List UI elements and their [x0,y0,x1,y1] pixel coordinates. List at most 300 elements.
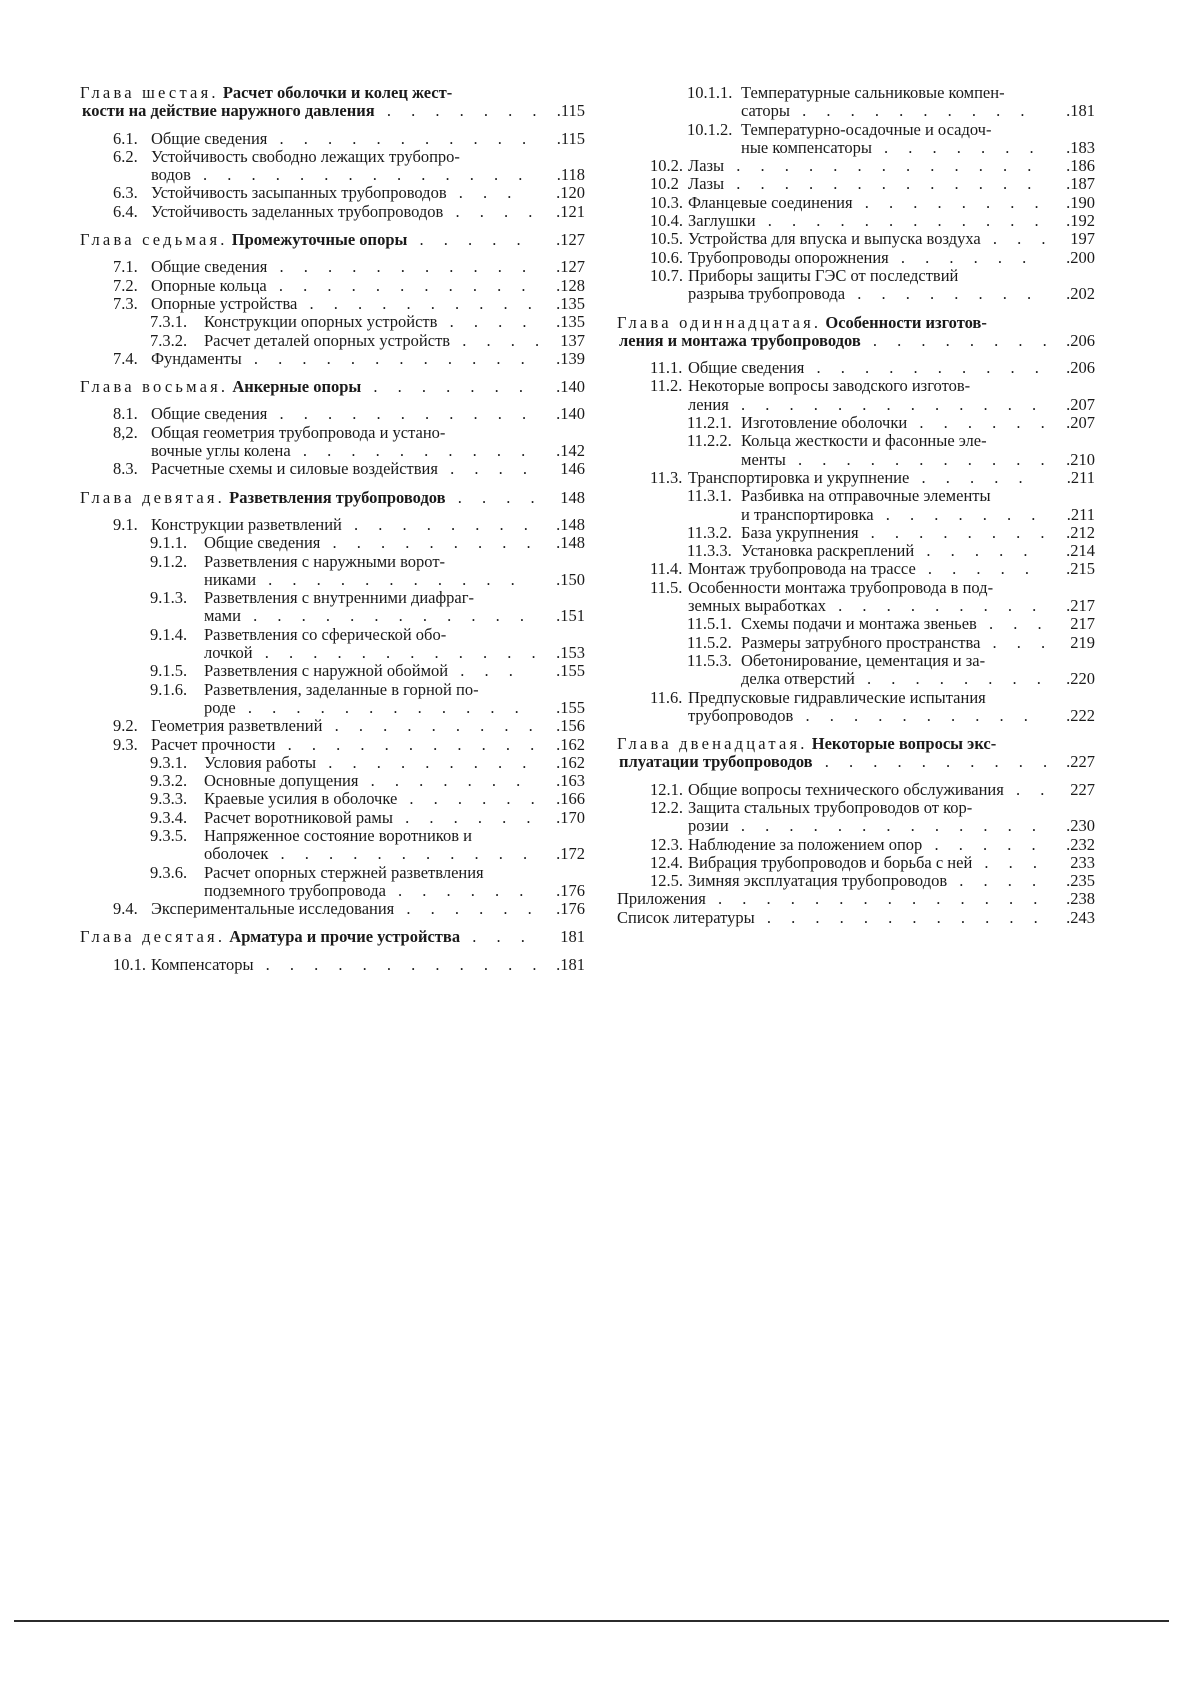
dot-leader: . . . . . . . [361,377,532,397]
entry-title-line: Условия работы . . . . . . . . . [204,752,535,772]
entry-title-line: Расчет воротниковой рамы . . . . . . [204,807,539,827]
entry-number: 10.6. [650,247,683,267]
entry-title-line: Устойчивость заделанных трубопроводов . . . . [151,201,541,221]
entry-number: 7.4. [113,348,138,368]
toc-entry [80,130,585,148]
entry-title [204,313,534,331]
entry-number: 8.3. [113,459,138,479]
toc-entry [80,277,585,295]
dot-leader: . . . . . . [392,807,539,827]
entry-title-line: Установка раскреплений . . . . . [741,541,1036,561]
dot-leader: . . . . . . . . . . . [267,404,535,424]
page-number: .190 [1066,192,1095,212]
entry-title-line: вочные углы колена . . . . . . . . . . [151,441,534,461]
entry-title [741,121,1067,158]
entry-title-line: Наблюдение за положением опор . . . . . [688,834,1044,854]
entry-title-line: Изготовление оболочки . . . . . . [741,413,1053,433]
dot-leader: . . . [976,614,1050,634]
toc-chapter-heading [80,231,585,249]
dot-leader: . . . . . . . . . . [812,752,1056,772]
entry-title-line: Приборы защиты ГЭС от последствий [688,265,959,285]
chapter-title: Особенности изготов- [825,312,987,332]
toc-entry [617,542,1095,560]
entry-title-line: Обетонирование, цементация и за- [741,650,986,670]
dot-leader: . . . . . . . . . . . . . [728,816,1044,836]
dot-leader: . . . . . . . . [860,330,1055,350]
dot-leader: . . . . . . . . [852,192,1047,212]
entry-title-line: Геометрия разветвлений . . . . . . . . . [151,716,541,736]
dot-leader: . . . . . [922,834,1044,854]
dot-leader: . . . [972,852,1046,872]
toc-entry [80,295,585,313]
entry-number: 10.3. [650,192,683,212]
entry-title [204,681,534,718]
page-number: .202 [1066,284,1095,304]
dot-leader: . . . . . . . . [845,284,1040,304]
toc-entry [617,854,1095,872]
entry-number: 9.3.4. [150,807,188,827]
page-number: .155 [556,697,585,717]
entry-title-line: разрыва трубопровода . . . . . . . . [688,284,1040,304]
entry-title [688,579,1044,616]
page-number: .142 [556,441,585,461]
chapter-label: Глава одиннадцатая. [617,312,822,332]
entry-title [204,533,539,553]
entry-title [151,899,540,919]
entry-title [151,275,534,295]
entry-number: 11.6. [650,687,683,707]
toc-entry [80,681,585,718]
dot-leader: . . . . . . . [358,771,529,791]
dot-leader: . . . . . . . . . . . [256,569,523,589]
entry-title-line: ления . . . . . . . . . . . . . [688,394,1045,414]
bottom-rule [14,1620,1169,1622]
dot-leader: . . . . . [407,230,529,250]
entry-title [151,716,541,736]
entry-number: 10.2. [650,156,683,176]
chapter-label: Глава двенадцатая. [617,734,808,754]
entry-title [688,799,1044,836]
entry-title [204,330,548,350]
entry-title-line: ные компенсаторы . . . . . . . [741,137,1042,157]
page-number: .176 [556,899,585,919]
entry-number: 10.1. [113,954,146,974]
dot-leader: . . [1003,779,1053,799]
entry-number: 9.3.2. [150,771,188,791]
entry-title [204,662,534,680]
entry-number: 9.1.4. [150,624,188,644]
entry-title-line: водов . . . . . . . . . . . . . . [151,165,531,185]
toc-entry [617,414,1095,432]
dot-leader: . . . . . . [397,789,543,809]
entry-title-line: Общие сведения . . . . . . . . . . . [151,128,535,148]
page-number: .148 [556,533,585,553]
toc-entry [80,956,585,974]
entry-title-line: Конструкции разветвлений . . . . . . . . [151,514,536,534]
entry-title [151,514,536,534]
chapter-title-line [80,927,533,947]
entry-number: 7.3. [113,293,138,313]
dot-leader: . . . . [445,487,543,507]
entry-number: 7.1. [113,257,138,277]
toc-entry [80,350,585,368]
dot-leader: . . . . . . . . . . [297,293,540,313]
entry-number: 6.2. [113,146,138,166]
dot-leader: . . . [980,632,1054,652]
toc-entry [617,267,1095,304]
entry-number: 11.5.2. [687,632,732,652]
toc-entry [617,212,1095,230]
dot-leader: . . . . . . . . . . . . [755,211,1047,231]
chapter-title: Разветвления трубопроводов [229,487,446,507]
entry-number: 12.1. [650,779,683,799]
toc-entry [80,424,585,461]
page-number: .162 [556,734,585,754]
toc-entry [617,890,1095,908]
entry-title-line: Расчет опорных стержней разветвления [204,862,484,882]
toc-entry [617,84,1095,121]
entry-title-line: Монтаж трубопровода на трассе . . . . . [688,559,1038,579]
dot-leader: . . . . [437,312,535,332]
entry-title [204,754,534,772]
page-number: 217 [1070,614,1095,634]
entry-title-line: трубопроводов . . . . . . . . . . [688,705,1036,725]
entry-title-line: Общие сведения . . . . . . . . . [204,533,539,553]
entry-title-line: розии . . . . . . . . . . . . . [688,816,1044,836]
page-number: .156 [556,716,585,736]
toc-entry [617,432,1095,469]
dot-leader: . . . . . . . . . . . . . . [705,889,1046,909]
entry-title [688,358,1047,378]
entry-title [688,211,1047,231]
page-number: .243 [1066,907,1095,927]
page-number: 146 [560,459,585,479]
page-number: .232 [1066,834,1095,854]
entry-title-line: Приложения . . . . . . . . . . . . . . [617,889,1046,909]
dot-leader: . . . . . . . . . . . [275,734,543,754]
dot-leader: . . . . [947,871,1045,891]
toc-entry [617,615,1095,633]
entry-title-line: Опорные устройства . . . . . . . . . . [151,293,540,313]
toc-entry [617,487,1095,524]
entry-title [741,84,1067,121]
entry-title-line: Разветвления с наружной обоймой . . . [204,661,521,681]
entry-title [204,772,534,790]
page-number: .140 [556,404,585,424]
entry-title-line: Предпусковые гидравлические испытания [688,687,986,707]
page-number: 219 [1070,632,1095,652]
chapter-title-line [80,230,529,250]
page-number: .115 [556,101,585,121]
dot-leader: . . . . . . . . . [826,596,1045,616]
entry-title-line: Устойчивость засыпанных трубопроводов . . . [151,183,520,203]
toc-entry [80,332,585,350]
dot-leader: . . . . . . . . . . [790,101,1033,121]
entry-title-line: Температурно-осадочные и осадоч- [741,119,992,139]
dot-leader: . . . . . . . . . . . . [241,348,533,368]
entry-title [688,836,1044,854]
toc-entry [80,662,585,680]
dot-leader: . . . . . [909,467,1031,487]
toc-entry [617,579,1095,616]
toc-entry [80,736,585,754]
entry-number: 10.2 [650,174,679,194]
dot-leader: . . . . . . . . . . . [268,844,536,864]
page-number: .127 [556,257,585,277]
entry-number: 11.3.1. [687,486,732,506]
entry-title-line: Лазы . . . . . . . . . . . . . [688,156,1040,176]
dot-leader: . . . . . . . . . . . . [253,954,545,974]
page-number: .206 [1066,358,1095,378]
entry-title [151,422,534,461]
entry-title-line: Общие сведения . . . . . . . . . . [688,358,1047,378]
entry-title [151,184,523,202]
page-number: .214 [1066,541,1095,561]
entry-title-line: Напряженное состояние воротников и [204,825,472,845]
toc-entry [80,184,585,202]
entry-title-line: Разветвления с внутренними диафраг- [204,588,475,608]
page-number: .186 [1066,156,1095,176]
toc-entry [80,405,585,423]
entry-title-line: Заглушки . . . . . . . . . . . . [688,211,1047,231]
toc-entry [80,809,585,827]
entry-title [688,469,1044,487]
toc-entry [617,799,1095,836]
dot-leader: . . . . . . . . . . . . . [724,156,1040,176]
page-number: .172 [556,844,585,864]
entry-number: 9.1.1. [150,533,188,553]
page-number: .215 [1066,559,1095,579]
entry-title [741,634,1067,652]
entry-number: 9.4. [113,899,138,919]
entry-number: 11.4. [650,559,683,579]
chapter-title-line [80,487,543,507]
entry-title-line: Разветвления со сферической обо- [204,624,447,644]
chapter-label: Глава седьмая. [80,230,228,250]
dot-leader: . . . . . . . . . . [290,441,534,461]
chapter-title: ления и монтажа трубопроводов [619,330,861,350]
toc-entry [617,836,1095,854]
entry-number: 7.2. [113,275,138,295]
toc-entry [80,827,585,864]
entry-title [151,954,545,974]
entry-number: 9.1.3. [150,588,188,608]
toc-chapter-heading [80,378,585,396]
page-number: .153 [556,643,585,663]
entry-title [151,348,533,368]
entry-title [741,542,1067,560]
entry-title [204,589,534,626]
page-number: .166 [556,789,585,809]
page-number: .162 [556,752,585,772]
entry-title [741,615,1067,633]
dot-leader: . . . . . . . . . . . . [252,643,544,663]
entry-title [617,889,1046,909]
dot-leader: . . . . . . . . . . . . [754,907,1046,927]
chapter-title-line [617,752,1056,772]
entry-title [688,267,1044,304]
dot-leader: . . . [980,229,1054,249]
page-number: .170 [556,807,585,827]
dot-leader: . . . . . . . . [341,514,536,534]
entry-number: 9.1.6. [150,679,188,699]
entry-title-line: Расчет деталей опорных устройств . . . . [204,330,548,350]
dot-leader: . . . . . . . . . [320,533,539,553]
entry-number: 11.3.2. [687,522,732,542]
page-number: .181 [1066,101,1095,121]
dot-leader: . . . . . . . . . . [804,358,1047,378]
entry-title-line: оболочек . . . . . . . . . . . [204,844,536,864]
entry-title [204,789,543,809]
entry-number: 12.5. [650,871,683,891]
entry-title-line: лочкой . . . . . . . . . . . . [204,643,544,663]
entry-title [204,827,534,864]
page-number: .150 [556,569,585,589]
entry-title-line: Фланцевые соединения . . . . . . . . [688,192,1047,212]
entry-number: 11.1. [650,358,683,378]
page-number: .115 [556,128,585,148]
entry-title-line: роде . . . . . . . . . . . . [204,697,527,717]
dot-leader: . . . [448,661,521,681]
page-number: .206 [1066,330,1095,350]
entry-title-line: Размеры затрубного пространства . . . [741,632,1054,652]
toc-entry [80,864,585,901]
entry-number: 9.1.5. [150,661,188,681]
dot-leader: . . . . . . . . . . . . . [728,394,1045,414]
dot-leader: . . . . . . . . . . . [267,128,535,148]
entry-title-line: Общая геометрия трубопровода и устано- [151,422,446,442]
toc-entry [80,626,585,663]
page-number: .139 [556,348,585,368]
page-number: .200 [1066,247,1095,267]
entry-title [688,175,1044,193]
toc-entry [617,121,1095,158]
toc-entry [80,589,585,626]
dot-leader: . . . . . . . [871,137,1042,157]
chapter-title-line [617,314,1037,332]
toc-entry [617,909,1095,927]
page-number: .211 [1066,504,1095,524]
toc-entry [80,900,585,918]
entry-title [617,907,1046,927]
toc-chapter-heading [80,928,585,946]
entry-title [688,779,1053,799]
dot-leader: . . . . . [915,559,1038,579]
entry-title-line: Кольца жесткости и фасонные эле- [741,431,987,451]
entry-number: 12.2. [650,797,683,817]
entry-title-line: Экспериментальные исследования . . . . . . [151,899,540,919]
entry-title [151,257,535,277]
entry-title [688,229,1054,249]
page-number: .163 [556,771,585,791]
page-number: 137 [560,330,585,350]
entry-title-line: Лазы . . . . . . . . . . . . . [688,174,1040,194]
entry-title [688,377,1044,414]
chapter-title-line [617,330,1055,350]
dot-leader: . . . . . . [907,413,1053,433]
dot-leader: . . . . . . . . [858,522,1053,542]
entry-title-line: Особенности монтажа трубопровода в под- [688,577,994,597]
entry-title-line: Разветвления, заделанные в горной по- [204,679,479,699]
dot-leader: . . . . . . [385,880,532,900]
page-number: .227 [1066,752,1095,772]
entry-title-line: База укрупнения . . . . . . . . [741,522,1053,542]
dot-leader: . . . . . . . . . . [793,705,1036,725]
entry-title-line: Некоторые вопросы заводского изготов- [688,376,971,396]
page-number: .183 [1066,137,1095,157]
chapter-title-line [80,84,517,102]
toc-entry [617,634,1095,652]
entry-title-line: Компенсаторы . . . . . . . . . . . . [151,954,545,974]
page-number: .230 [1066,816,1095,836]
toc-entry [80,313,585,331]
entry-title-line: Температурные сальниковые компен- [741,83,1005,102]
page-number: .238 [1066,889,1095,909]
entry-number: 12.4. [650,852,683,872]
entry-title-line: менты . . . . . . . . . . . [741,449,1053,469]
dot-leader: . . . [446,183,520,203]
entry-title-line: Общие вопросы технического обслуживания . . [688,779,1053,799]
chapter-title-line [80,377,532,397]
toc-entry [80,717,585,735]
page-number: .118 [556,165,585,185]
entry-title-line: Фундаменты . . . . . . . . . . . . [151,348,533,368]
chapter-title: Арматура и прочие устройства [229,927,461,947]
entry-title-line: Опорные кольца . . . . . . . . . . . [151,275,534,295]
chapter-title-line [617,735,1037,753]
entry-title-line: Расчет прочности . . . . . . . . . . . [151,734,543,754]
entry-title [151,459,535,479]
toc-entry [617,230,1095,248]
page-number: .135 [556,312,585,332]
dot-leader: . . . [460,927,533,947]
entry-number: 9.1.2. [150,551,188,571]
toc-entry [617,689,1095,726]
entry-number: 11.2.1. [687,413,732,433]
toc-chapter-heading [80,489,585,507]
page-number: .151 [556,606,585,626]
page-number: .155 [556,661,585,681]
toc-entry [80,754,585,772]
entry-title [741,414,1067,432]
entry-title [741,432,1067,469]
dot-leader: . . . . . . . [873,504,1044,524]
entry-title [688,192,1047,212]
toc-entry [617,359,1095,377]
toc-entry [80,553,585,590]
entry-title [151,293,540,313]
entry-number: 11.3. [650,467,683,487]
entry-title-line: Транспортировка и укрупнение . . . . . [688,467,1031,487]
dot-leader: . . . . . . . . . . . . . [724,174,1040,194]
chapter-title-line [80,101,545,121]
chapter-title: Расчет оболочки и колец жест- [222,83,453,102]
entry-title [688,689,1044,726]
toc-left-column [80,84,585,974]
entry-number: 6.1. [113,128,138,148]
entry-title [688,854,1044,872]
chapter-title: Промежуточные опоры [231,230,408,250]
toc-entry [80,460,585,478]
page-number: 181 [560,927,585,947]
entry-number: 8,2. [113,422,138,442]
entry-title-line: мами . . . . . . . . . . . . [204,606,532,626]
entry-number: 9.1. [113,514,138,534]
toc-entry [617,194,1095,212]
entry-title-line: Расчетные схемы и силовые воздействия . . . . [151,459,535,479]
dot-leader: . . . . . . . . . . . . [240,606,532,626]
entry-title [741,487,1067,524]
